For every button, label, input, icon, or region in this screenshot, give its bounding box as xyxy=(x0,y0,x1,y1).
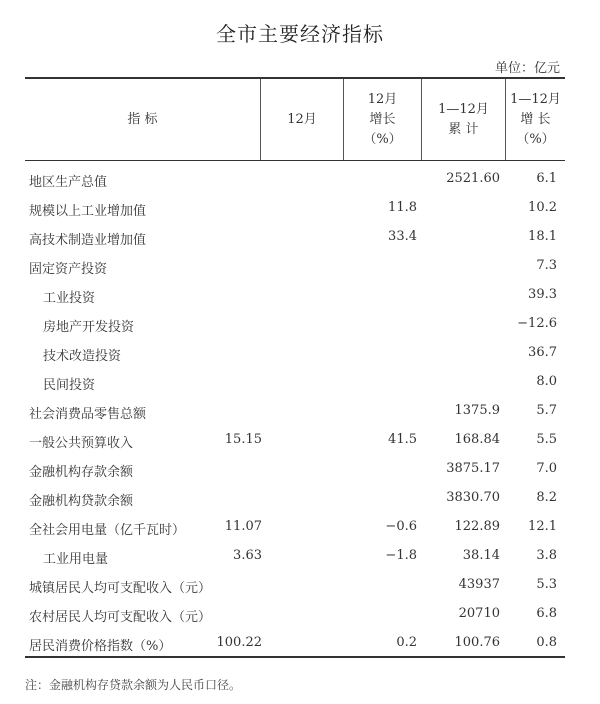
indicator-name: 城镇居民人均可支配收入（元） xyxy=(29,581,212,596)
table-row xyxy=(25,629,565,658)
december-growth-value: −1.8 xyxy=(385,548,417,563)
indicator-name: 高技术制造业增加值 xyxy=(29,233,147,248)
indicator-name: 工业投资 xyxy=(43,291,96,306)
table-row xyxy=(25,426,565,455)
ytd-growth-value: 5.5 xyxy=(536,432,557,447)
table-row xyxy=(25,165,565,194)
december-value: 100.22 xyxy=(216,635,262,650)
ytd-total-value: 100.76 xyxy=(454,635,500,650)
header-bottom-rule xyxy=(25,160,565,161)
ytd-growth-value: 39.3 xyxy=(528,287,557,302)
ytd-growth-value: 12.1 xyxy=(528,519,557,534)
table-row xyxy=(25,368,565,397)
header-ytd-growth: 1—12月 增 长 （%） xyxy=(510,91,561,147)
indicator-name: 工业用电量 xyxy=(43,552,109,567)
header-december-growth: 12月 增长 （%） xyxy=(363,91,402,147)
header-ytd-total: 1—12月 累 计 xyxy=(438,101,489,137)
indicator-name: 民间投资 xyxy=(43,378,96,393)
ytd-growth-value: 6.8 xyxy=(536,606,557,621)
ytd-total-value: 20710 xyxy=(458,606,500,621)
indicator-name: 房地产开发投资 xyxy=(43,320,135,335)
table-row xyxy=(25,252,565,281)
ytd-growth-value: 5.7 xyxy=(536,403,557,418)
indicator-name: 居民消费价格指数（%） xyxy=(29,639,172,654)
ytd-growth-value: 5.3 xyxy=(536,577,557,592)
page-title: 全市主要经济指标 xyxy=(216,22,384,46)
ytd-growth-value: 18.1 xyxy=(528,229,557,244)
indicator-name: 固定资产投资 xyxy=(29,262,108,277)
table-row xyxy=(25,571,565,600)
ytd-growth-value: 3.8 xyxy=(536,548,557,563)
indicator-name: 全社会用电量（亿千瓦时） xyxy=(29,523,186,538)
december-growth-value: 41.5 xyxy=(388,432,417,447)
header-indicator: 指 标 xyxy=(127,111,158,127)
ytd-growth-value: 7.3 xyxy=(536,258,557,273)
table-row xyxy=(25,339,565,368)
indicator-name: 金融机构存款余额 xyxy=(29,465,134,480)
december-value: 11.07 xyxy=(224,519,262,534)
indicator-name: 技术改造投资 xyxy=(43,349,122,364)
header-december: 12月 xyxy=(287,111,317,127)
december-value: 3.63 xyxy=(233,548,262,563)
ytd-total-value: 168.84 xyxy=(454,432,500,447)
indicator-name: 金融机构贷款余额 xyxy=(29,494,134,509)
ytd-total-value: 2521.60 xyxy=(446,171,500,186)
ytd-growth-value: 7.0 xyxy=(536,461,557,476)
indicator-name: 社会消费品零售总额 xyxy=(29,407,147,422)
table-row xyxy=(25,542,565,571)
december-growth-value: 33.4 xyxy=(388,229,417,244)
december-growth-value: 0.2 xyxy=(396,635,417,650)
ytd-growth-value: 0.8 xyxy=(536,635,557,650)
indicator-name: 一般公共预算收入 xyxy=(29,436,134,451)
table-row xyxy=(25,513,565,542)
table-row xyxy=(25,194,565,223)
table-row xyxy=(25,281,565,310)
december-growth-value: 11.8 xyxy=(388,200,417,215)
ytd-growth-value: 10.2 xyxy=(528,200,557,215)
ytd-total-value: 122.89 xyxy=(454,519,500,534)
table-row xyxy=(25,397,565,426)
table-bottom-rule xyxy=(25,656,565,658)
ytd-total-value: 1375.9 xyxy=(454,403,500,418)
footnote: 注：金融机构存贷款余额为人民币口径。 xyxy=(25,678,242,692)
indicator-name: 规模以上工业增加值 xyxy=(29,204,147,219)
ytd-growth-value: 6.1 xyxy=(536,171,557,186)
ytd-growth-value: 36.7 xyxy=(528,345,557,360)
ytd-growth-value: 8.2 xyxy=(536,490,557,505)
december-value: 15.15 xyxy=(224,432,262,447)
ytd-total-value: 3830.70 xyxy=(446,490,500,505)
ytd-growth-value: −12.6 xyxy=(517,316,557,331)
ytd-growth-value: 8.0 xyxy=(536,374,557,389)
unit-label: 单位：亿元 xyxy=(494,61,560,76)
table-row xyxy=(25,455,565,484)
table-row xyxy=(25,600,565,629)
table-row xyxy=(25,223,565,252)
december-growth-value: −0.6 xyxy=(385,519,417,534)
ytd-total-value: 38.14 xyxy=(462,548,500,563)
indicator-name: 地区生产总值 xyxy=(29,175,108,190)
ytd-total-value: 3875.17 xyxy=(446,461,500,476)
table-row xyxy=(25,484,565,513)
ytd-total-value: 43937 xyxy=(458,577,500,592)
indicator-name: 农村居民人均可支配收入（元） xyxy=(29,610,212,625)
table-row xyxy=(25,310,565,339)
